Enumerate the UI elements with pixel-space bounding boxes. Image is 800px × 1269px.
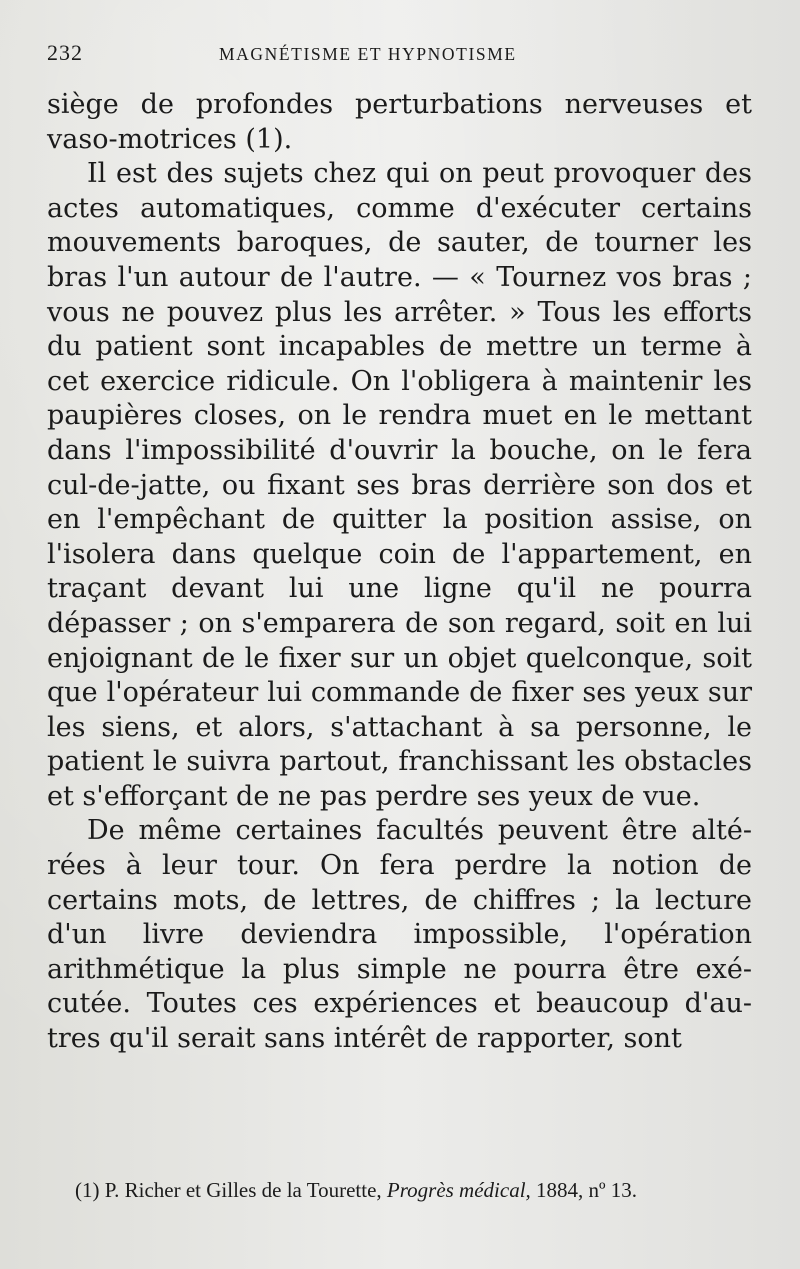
paragraph-altered-faculties: De même certaines facultés peuvent être altérées à leur tour. On fera perdre la notion de certains mots, de lettres, de chiffres ; la lecture d'un livre deviendra impossible, l'opération arithmétique la plus simple ne pourra être exécutée. Toutes ces expériences et beaucoup d'autres qu'il serait sans intérêt de rapporter, sont [47,815,752,1055]
footnote-journal: Progrès médical, [386,1178,531,1202]
footnote-authors: P. Richer et Gilles de la Tourette, [104,1178,382,1202]
running-title: MAGNÉTISME ET HYPNOTISME [219,44,517,64]
paragraph-automatic-acts: Il est des sujets chez qui on peut provoquer des actes automatiques, comme d'exécuter certains mouvements baroques, de sauter, de tourner les bras l'un autour de l'autre. — « Tournez vos bras ; vous ne pouvez plus les arrêter. » Tous les efforts du patient sont incapables de mettre un terme à cet exercice ridicule. On l'obligera à maintenir les paupières closes, on le rendra muet en le mettant dans l'impossibilité d'ouvrir la bouche, on le fera cul-de-jatte, ou fixant ses bras derrière son dos et en l'empêchant de quitter la position assise, on l'isolera dans quelque coin de l'appartement, en traçant devant lui une ligne qu'il ne pourra dépasser ; on s'emparera de son regard, soit en lui enjoignant de le fixer sur un objet quelconque, soit que l'opérateur lui commande de fixer ses yeux sur les siens, et alors, s'attachant à sa personne, le patient le suivra partout, franchissant les obstacles et s'efforçant de ne pas perdre ses yeux de vue. [47,158,752,812]
footnote [47,1177,755,1205]
page-header [47,40,752,74]
body-text [47,88,752,1057]
footnote-marker: (1) [75,1178,100,1202]
paragraph-continued: siège de profondes perturbations nerveuses et vaso-motrices (1). [47,89,752,155]
page-number: 232 [47,40,83,65]
footnote-reference: 1884, nº 13. [536,1178,638,1202]
